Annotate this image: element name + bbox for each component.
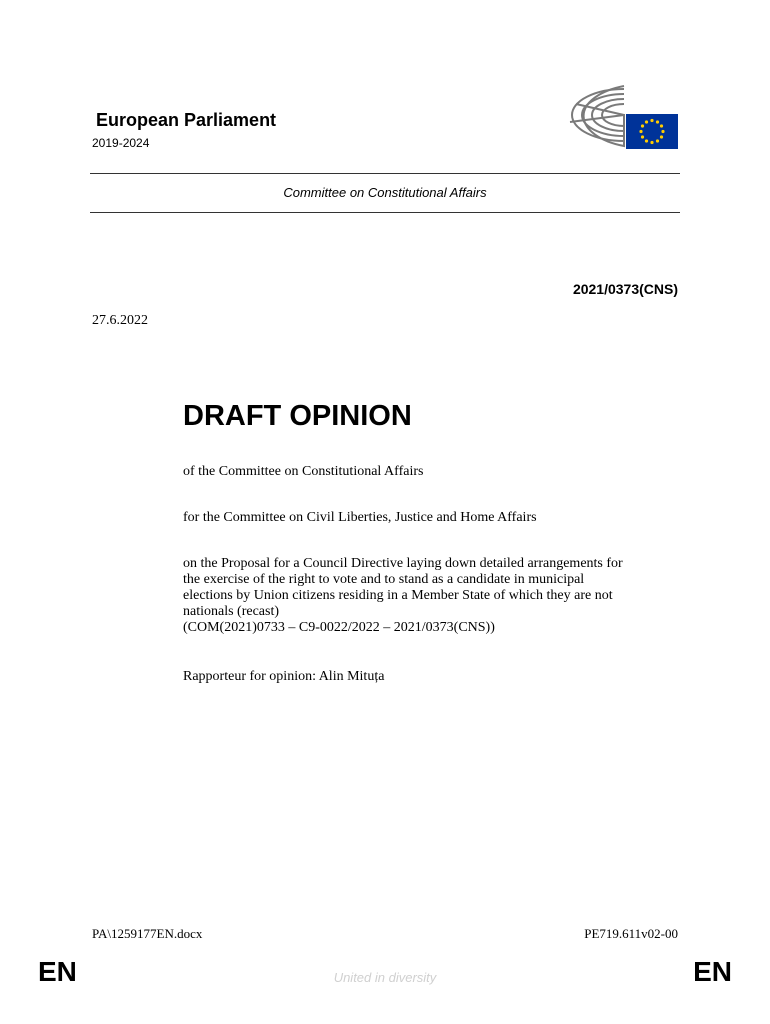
committee-banner: Committee on Constitutional Affairs bbox=[283, 185, 487, 200]
document-date: 27.6.2022 bbox=[92, 313, 148, 328]
header-divider-bottom bbox=[90, 212, 680, 213]
procedure-number: 2021/0373(CNS) bbox=[572, 281, 678, 297]
language-code-left: EN bbox=[38, 956, 77, 987]
european-parliament-logo bbox=[558, 84, 680, 152]
proposal-reference: (COM(2021)0733 – C9-0022/2022 – 2021/0373(CNS)) bbox=[183, 620, 495, 635]
proposal-line: nationals (recast) bbox=[183, 604, 280, 619]
hemicycle-arc-2 bbox=[572, 89, 624, 141]
document-title: DRAFT OPINION bbox=[183, 400, 412, 432]
rapporteur-line: Rapporteur for opinion: Alin Mituța bbox=[183, 669, 385, 684]
of-committee-line: of the Committee on Constitutional Affairs bbox=[183, 464, 424, 479]
file-reference: PA\1259177EN.docx bbox=[92, 926, 203, 941]
parliamentary-term: 2019-2024 bbox=[92, 136, 150, 150]
language-code-right: EN bbox=[693, 956, 732, 987]
for-committee-line: for the Committee on Civil Liberties, Justice and Home Affairs bbox=[183, 510, 537, 525]
hemicycle-aisle-2 bbox=[570, 115, 624, 122]
proposal-line: elections by Union citizens residing in a Member State of which they are not bbox=[183, 588, 613, 603]
proposal-line: the exercise of the right to vote and to stand as a candidate in municipal bbox=[183, 572, 585, 587]
header-divider-top bbox=[90, 173, 680, 174]
proposal-description bbox=[183, 556, 683, 636]
pe-reference: PE719.611v02-00 bbox=[584, 926, 678, 941]
institution-name: European Parliament bbox=[96, 110, 277, 130]
proposal-line: on the Proposal for a Council Directive laying down detailed arrangements for bbox=[183, 556, 623, 571]
eu-motto: United in diversity bbox=[333, 970, 437, 985]
